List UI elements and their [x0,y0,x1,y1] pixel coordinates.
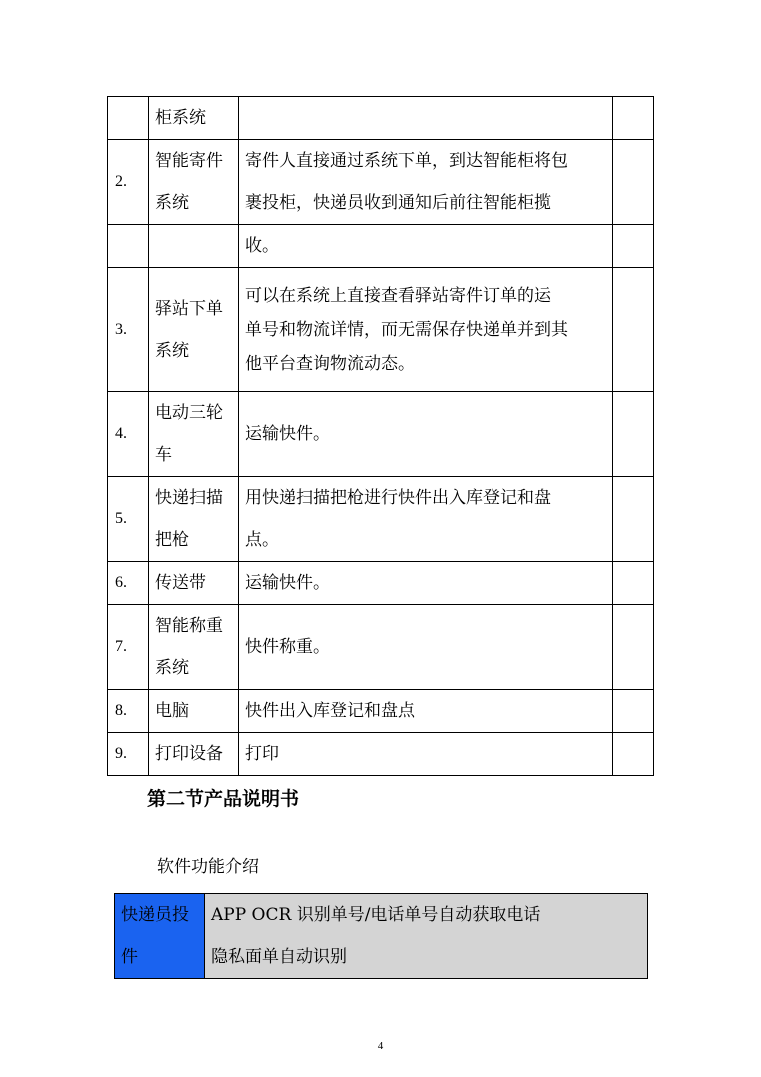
row-number: 4. [108,392,149,477]
row-number [108,225,149,268]
table-row [115,894,648,979]
extra-cell [613,733,654,776]
equipment-description: 快件称重。 [239,605,613,690]
function-table [114,893,648,979]
row-number [108,97,149,140]
table-row [108,97,654,140]
extra-cell [613,392,654,477]
equipment-name: 电动三轮 车 [149,392,239,477]
equipment-name [149,225,239,268]
equipment-name: 驿站下单 系统 [149,268,239,392]
equipment-table [107,96,654,776]
extra-cell [613,268,654,392]
table-row [108,392,654,477]
equipment-name: 电脑 [149,690,239,733]
equipment-description: 收。 [239,225,613,268]
row-number: 6. [108,562,149,605]
table-row [108,225,654,268]
row-number: 2. [108,140,149,225]
equipment-name: 传送带 [149,562,239,605]
equipment-description: 可以在系统上直接查看驿站寄件订单的运 单号和物流详情，而无需保存快递单并到其 他平台查询物流动态。 [239,268,613,392]
extra-cell [613,690,654,733]
page-number: 4 [377,1040,384,1052]
extra-cell [613,225,654,268]
extra-cell [613,605,654,690]
row-number: 3. [108,268,149,392]
equipment-description: 打印 [239,733,613,776]
row-number: 5. [108,477,149,562]
row-number: 9. [108,733,149,776]
table-row [108,140,654,225]
table-row [108,477,654,562]
table-row [108,733,654,776]
equipment-name: 柜系统 [149,97,239,140]
row-number: 8. [108,690,149,733]
table-row [108,605,654,690]
equipment-description: 快件出入库登记和盘点 [239,690,613,733]
equipment-name: 快递扫描 把枪 [149,477,239,562]
extra-cell [613,562,654,605]
extra-cell [613,97,654,140]
extra-cell [613,477,654,562]
feature-item: 隐私面单自动识别 [211,947,347,967]
sub-title: 软件功能介绍 [157,857,259,877]
table-row [108,690,654,733]
equipment-name: 智能寄件 系统 [149,140,239,225]
equipment-name: 智能称重 系统 [149,605,239,690]
feature-item: APP OCR 识别单号/电话单号自动获取电话 [211,905,541,925]
table-row [108,268,654,392]
equipment-name: 打印设备 [149,733,239,776]
function-category: 快递员投 件 [115,894,205,979]
row-number: 7. [108,605,149,690]
extra-cell [613,140,654,225]
equipment-description: 运输快件。 [239,562,613,605]
section-title: 第二节产品说明书 [147,788,300,810]
equipment-description: 寄件人直接通过系统下单，到达智能柜将包 裹投柜，快递员收到通知后前往智能柜揽 [239,140,613,225]
equipment-description: 用快递扫描把枪进行快件出入库登记和盘 点。 [239,477,613,562]
function-features [205,894,648,979]
table-row [108,562,654,605]
equipment-description [239,97,613,140]
equipment-description: 运输快件。 [239,392,613,477]
